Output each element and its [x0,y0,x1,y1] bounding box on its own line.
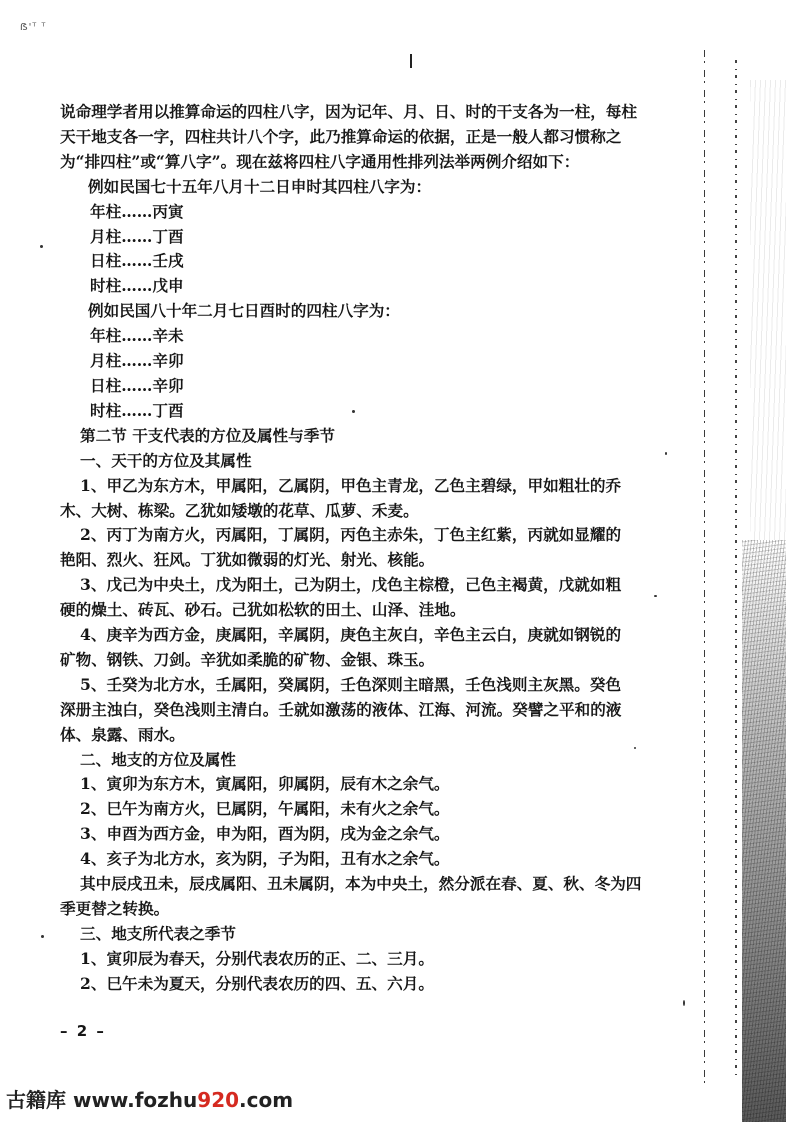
text-line: 月柱……丁酉 [90,226,184,246]
binding-shadow-lower [742,540,786,1122]
page-number: – 2 – [60,1022,106,1040]
scan-speck [634,747,636,749]
text-line: 2、丙丁为南方火，丙属阳，丁属阴，丙色主赤朱，丁色主红紫，丙就如显耀的 [80,525,622,545]
text-line: 年柱……辛未 [90,326,184,346]
text-line: 深册主浊白，癸色浅则主清白。壬就如激荡的液体、江海、河流。癸譬之平和的液 [60,699,622,719]
text-line: 1、寅卯辰为春天，分别代表农历的正、二、三月。 [80,948,434,968]
scan-speck [40,245,43,248]
scan-speck [352,410,355,413]
scan-speck [683,1000,685,1006]
text-line: 其中辰戌丑未，辰戌属阳、丑未属阴，本为中央土，然分派在春、夏、秋、冬为四 [80,874,642,894]
text-line: 3、申酉为西方金，申为阳，酉为阴，戌为金之余气。 [80,824,450,844]
watermark [6,1084,293,1113]
text-line: 3、戊己为中央土，戊为阳土，己为阴土，戊色主棕橙，己色主褐黄，戊就如粗 [80,575,622,595]
text-line: 例如民国八十年二月七日酉时的四柱八字为： [88,301,400,321]
text-line: 天干地支各一字，四柱共计八个字，此乃推算命运的依据，正是一般人都习惯称之 [60,126,622,146]
text-line: 例如民国七十五年八月十二日申时其四柱八字为： [88,176,432,196]
text-line: 日柱……壬戌 [90,251,184,271]
binding-edge-line-outer [735,60,737,1080]
text-line: 木、大树、栋梁。乙犹如矮墩的花草、瓜萝、禾麦。 [60,500,419,520]
text-line: 年柱……丙寅 [90,201,184,221]
text-line: 硬的燥土、砖瓦、砂石。己犹如松软的田土、山泽、洼地。 [60,600,466,620]
scan-speck [41,935,44,938]
text-line: 三、地支所代表之季节 [80,923,236,943]
text-line: 1、甲乙为东方木，甲属阳，乙属阴，甲色主青龙，乙色主碧绿，甲如粗壮的乔 [80,475,622,495]
scan-speck [654,595,657,597]
top-tick-mark [410,54,412,68]
text-line: 4、亥子为北方水，亥为阴，子为阳，丑有水之余气。 [80,849,450,869]
text-line: 2、巳午未为夏天，分别代表农历的四、五、六月。 [80,973,434,993]
text-line: 1、寅卯为东方木，寅属阳，卯属阴，辰有木之余气。 [80,774,450,794]
text-line: 艳阳、烈火、狂风。丁犹如微弱的灯光、射光、核能。 [60,550,435,570]
text-line: 4、庚辛为西方金，庚属阳，辛属阴，庚色主灰白，辛色主云白，庚就如钢锐的 [80,625,622,645]
text-line: 第二节 干支代表的方位及属性与季节 [80,425,335,445]
text-line: 时柱……戊申 [90,276,184,296]
text-line: 一、天干的方位及其属性 [80,450,252,470]
text-line: 说命理学者用以推算命运的四柱八字，因为记年、月、日、时的干支各为一柱，每柱 [60,102,637,121]
watermark-url-suffix: .com [239,1088,294,1112]
text-line: 二、地支的方位及属性 [80,749,236,769]
watermark-url-prefix: www.fozhu [72,1088,198,1112]
text-line: 季更替之转换。 [60,899,170,918]
text-line: 时柱……丁酉 [90,400,184,420]
text-line: 月柱……辛卯 [90,351,184,371]
scan-speck [665,452,667,455]
corner-mark: ẞ'ᵀ ᵀ [20,22,47,33]
text-line: 体、泉露、雨水。 [60,724,185,744]
text-line: 为“排四柱”或“算八字”。现在兹将四柱八字通用性排列法举两例介绍如下： [60,151,580,171]
text-line: 日柱……辛卯 [90,375,184,395]
watermark-url-number: 920 [197,1088,240,1112]
binding-shadow-upper [750,80,786,540]
binding-edge-line [704,50,705,1090]
body-text [60,100,640,997]
text-line: 5、壬癸为北方水，壬属阳，癸属阴，壬色深则主暗黑，壬色浅则主灰黑。癸色 [80,674,622,694]
text-line: 2、巳午为南方火，巳属阴，午属阳，未有火之余气。 [80,799,450,819]
watermark-label: 古籍库 [6,1088,66,1112]
text-line: 矿物、钢铁、刀剑。辛犹如柔脆的矿物、金银、珠玉。 [60,649,435,669]
